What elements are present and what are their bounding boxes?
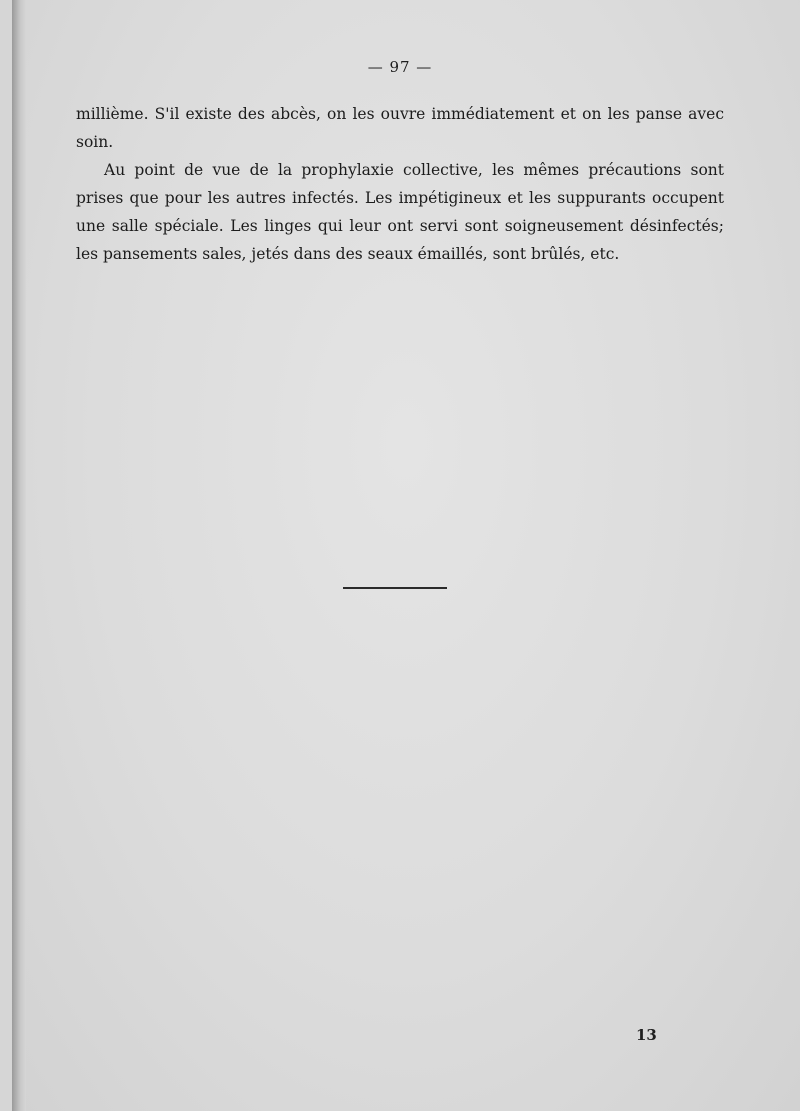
body-text [76, 100, 724, 268]
page-binding-shadow [12, 0, 26, 1111]
paragraph-2: Au point de vue de la prophylaxie collective, les mêmes précautions sont prises que pour les autres infectés. Les impétigineux et les suppurants occupent une salle spéciale. Les linges qui leur ont servi sont soigneusement désinfectés; les pansements sales, jetés dans des seaux émaillés, sont brûlés, etc. [76, 161, 724, 263]
paragraph-1: millième. S'il existe des abcès, on les ouvre immédiatement et on les panse avec soin. [76, 105, 724, 151]
signature-mark: 13 [636, 1026, 657, 1044]
section-rule [343, 587, 447, 589]
page-number-header: — 97 — [367, 58, 433, 76]
